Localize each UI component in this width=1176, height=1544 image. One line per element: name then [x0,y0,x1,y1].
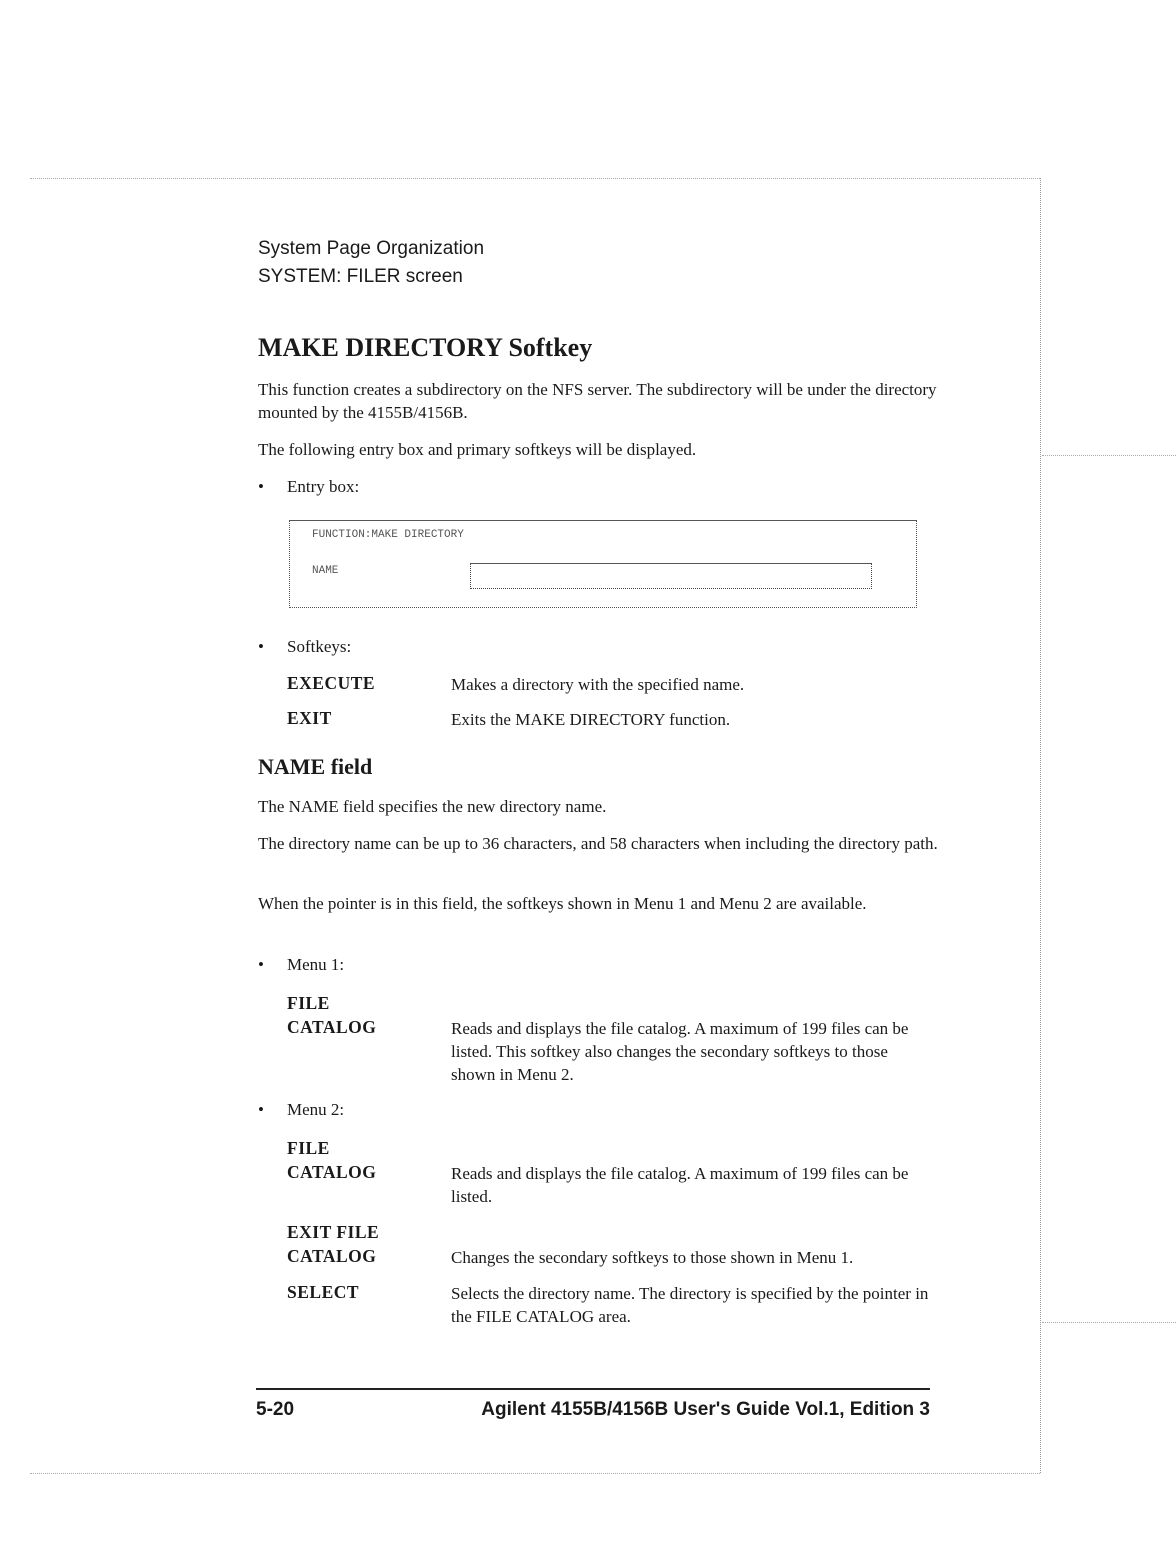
bullet-menu1: • Menu 1: [258,955,345,974]
scan-mark [1042,1322,1176,1323]
section-heading: NAME field [258,754,373,779]
intro-paragraph: This function creates a subdirectory on the NFS server. The subdirectory will be under the directory mounted by the 4155B/4156B. [258,380,937,422]
softkey-term: EXIT [287,708,332,728]
bullet-softkeys: • Softkeys: [258,637,352,656]
bullet-menu2: • Menu 2: [258,1100,345,1119]
softkey-term: EXECUTE [287,673,376,693]
softkey-term: FILE CATALOG [287,1138,377,1182]
softkey-desc: Makes a directory with the specified name. [451,675,745,694]
scan-mark [1042,455,1176,456]
scan-edge-right [1040,178,1041,1473]
function-label: FUNCTION:MAKE DIRECTORY [312,529,464,541]
section-subheader: SYSTEM: FILER screen [258,266,463,287]
intro-paragraph: The following entry box and primary softkeys will be displayed. [258,440,697,459]
softkey-term: FILE CATALOG [287,993,377,1037]
paragraph: The directory name can be up to 36 characters, and 58 characters when including the directory path. [258,834,938,853]
document-title: Agilent 4155B/4156B User's Guide Vol.1, Edition 3 [481,1399,930,1420]
scan-edge-bottom [30,1473,1040,1474]
bullet-entry-box: • Entry box: [258,477,360,496]
name-label: NAME [312,565,339,577]
softkey-desc: Reads and displays the file catalog. A maximum of 199 files can be listed. [451,1164,909,1206]
page-number: 5-20 [256,1399,295,1420]
footer-rule [256,1388,930,1390]
softkey-term: SELECT [287,1282,360,1302]
scan-edge-top [30,178,1040,179]
softkey-desc: Reads and displays the file catalog. A maximum of 199 files can be listed. This softkey also changes the secondary softkeys to those shown in Menu 2. [451,1019,909,1084]
softkey-desc: Exits the MAKE DIRECTORY function. [451,710,731,729]
paragraph: When the pointer is in this field, the softkeys shown in Menu 1 and Menu 2 are available. [258,894,867,913]
paragraph: The NAME field specifies the new directory name. [258,797,607,816]
softkey-desc: Changes the secondary softkeys to those shown in Menu 1. [451,1248,854,1267]
section-header: System Page Organization [258,238,485,259]
page-title: MAKE DIRECTORY Softkey [258,333,593,362]
name-input[interactable] [470,563,872,589]
softkey-desc: Selects the directory name. The directory is specified by the pointer in the FILE CATALOG area. [451,1284,929,1326]
softkey-term: EXIT FILE CATALOG [287,1222,380,1266]
entry-box [289,520,917,608]
